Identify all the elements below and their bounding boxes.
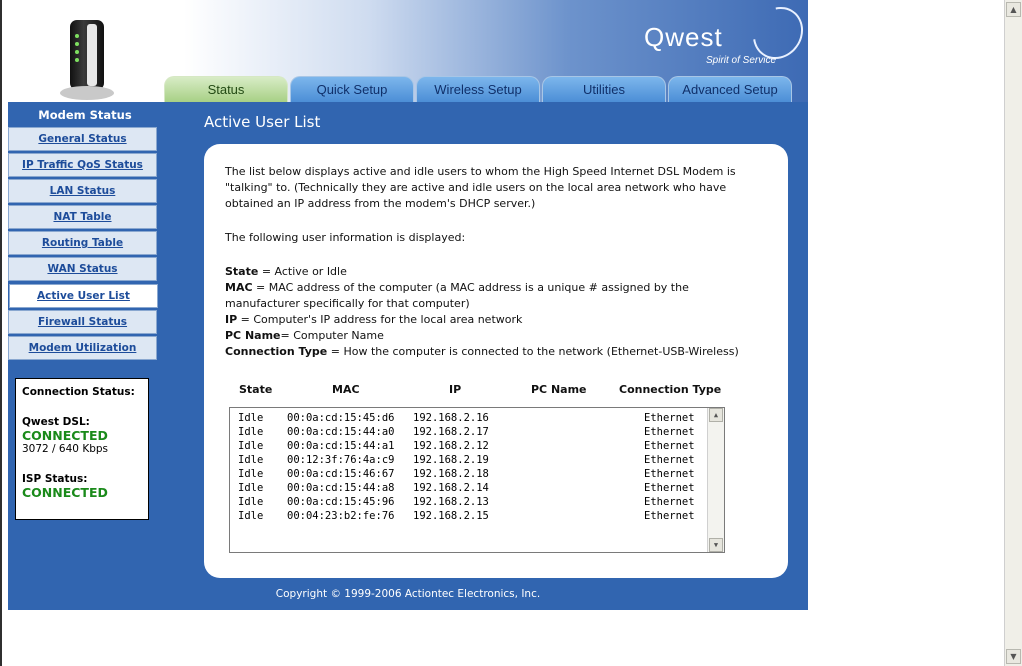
scroll-up-arrow-icon[interactable]: ▲	[709, 408, 723, 422]
sidebar-item-nat-table[interactable]: NAT Table	[8, 205, 157, 229]
sidebar-item-general-status[interactable]: General Status	[8, 127, 157, 151]
brand-tagline: Spirit of Service	[706, 55, 777, 66]
table-row[interactable]: Idle 00:04:23:b2:fe:76 192.168.2.15 Ethernet	[238, 510, 695, 522]
table-row[interactable]: Idle 00:0a:cd:15:45:d6 192.168.2.16 Ethernet	[238, 412, 695, 424]
list-scrollbar[interactable]	[707, 408, 724, 552]
page-title: Active User List	[204, 113, 321, 131]
sidebar-item-routing-table[interactable]: Routing Table	[8, 231, 157, 255]
isp-status: CONNECTED	[22, 485, 108, 500]
sidebar	[8, 102, 162, 354]
table-row[interactable]: Idle 00:12:3f:76:4a:c9 192.168.2.19 Ethernet	[238, 454, 695, 466]
info-heading: The following user information is displayed:	[225, 231, 466, 244]
page-scrollbar[interactable]	[1004, 0, 1022, 666]
content-panel	[204, 144, 788, 578]
router-admin-app	[8, 0, 808, 610]
scroll-up-arrow-icon[interactable]: ▲	[1006, 2, 1021, 17]
qwest-logo	[644, 22, 804, 72]
user-table-header	[204, 382, 788, 400]
scroll-down-arrow-icon[interactable]: ▼	[1006, 649, 1021, 664]
intro-text: The list below displays active and idle users to whom the High Speed Internet DSL Modem is "talking" to. (Technically they are active and idle users on the local area network who have obtained an IP address from the modem's DHCP server.)	[225, 165, 736, 210]
def-connection-type: Connection Type = How the computer is connected to the network (Ethernet-USB-Wireless)	[225, 345, 739, 358]
def-mac: MAC = MAC address of the computer (a MAC address is a unique # assigned by the manufacturer specifically for that computer)	[225, 281, 689, 310]
scroll-down-arrow-icon[interactable]: ▼	[709, 538, 723, 552]
tab-utilities[interactable]: Utilities	[542, 76, 666, 102]
def-pc-name: PC Name= Computer Name	[225, 329, 384, 342]
table-row[interactable]: Idle 00:0a:cd:15:44:a8 192.168.2.14 Ethernet	[238, 482, 695, 494]
header-banner	[8, 0, 808, 102]
col-mac: MAC	[332, 383, 360, 396]
col-pc-name: PC Name	[531, 383, 587, 396]
dsl-rate: 3072 / 640 Kbps	[22, 443, 108, 455]
def-state: State = Active or Idle	[225, 265, 347, 278]
def-ip: IP = Computer's IP address for the local area network	[225, 313, 523, 326]
table-row[interactable]: Idle 00:0a:cd:15:44:a1 192.168.2.12 Ethernet	[238, 440, 695, 452]
sidebar-item-active-user-list[interactable]: Active User List	[9, 284, 158, 308]
sidebar-item-firewall-status[interactable]: Firewall Status	[8, 310, 157, 334]
tab-advanced-setup[interactable]: Advanced Setup	[668, 76, 792, 102]
modem-device-icon	[58, 20, 114, 102]
connection-status-panel	[15, 378, 149, 520]
table-row[interactable]: Idle 00:0a:cd:15:44:a0 192.168.2.17 Ethernet	[238, 426, 695, 438]
sidebar-item-wan-status[interactable]: WAN Status	[8, 257, 157, 281]
col-ip: IP	[449, 383, 462, 396]
tab-status[interactable]: Status	[164, 76, 288, 102]
brand-name: Qwest	[644, 22, 723, 52]
col-connection-type: Connection Type	[619, 383, 722, 396]
dsl-status: CONNECTED	[22, 428, 108, 443]
sidebar-title: Modem Status	[38, 108, 132, 122]
user-list	[238, 411, 706, 523]
connection-status-title: Connection Status:	[22, 386, 135, 398]
sidebar-item-ip-traffic-qos-status[interactable]: IP Traffic QoS Status	[8, 153, 157, 177]
tab-quick-setup[interactable]: Quick Setup	[290, 76, 414, 102]
sidebar-item-modem-utilization[interactable]: Modem Utilization	[8, 336, 157, 360]
sidebar-item-lan-status[interactable]: LAN Status	[8, 179, 157, 203]
isp-label: ISP Status:	[22, 473, 88, 485]
copyright: Copyright © 1999-2006 Actiontec Electronics, Inc.	[275, 588, 541, 600]
col-state: State	[239, 383, 273, 396]
dsl-label: Qwest DSL:	[22, 416, 90, 428]
user-list-box[interactable]	[229, 407, 725, 553]
tab-wireless-setup[interactable]: Wireless Setup	[416, 76, 540, 102]
table-row[interactable]: Idle 00:0a:cd:15:46:67 192.168.2.18 Ethernet	[238, 468, 695, 480]
table-row[interactable]: Idle 00:0a:cd:15:45:96 192.168.2.13 Ethernet	[238, 496, 695, 508]
